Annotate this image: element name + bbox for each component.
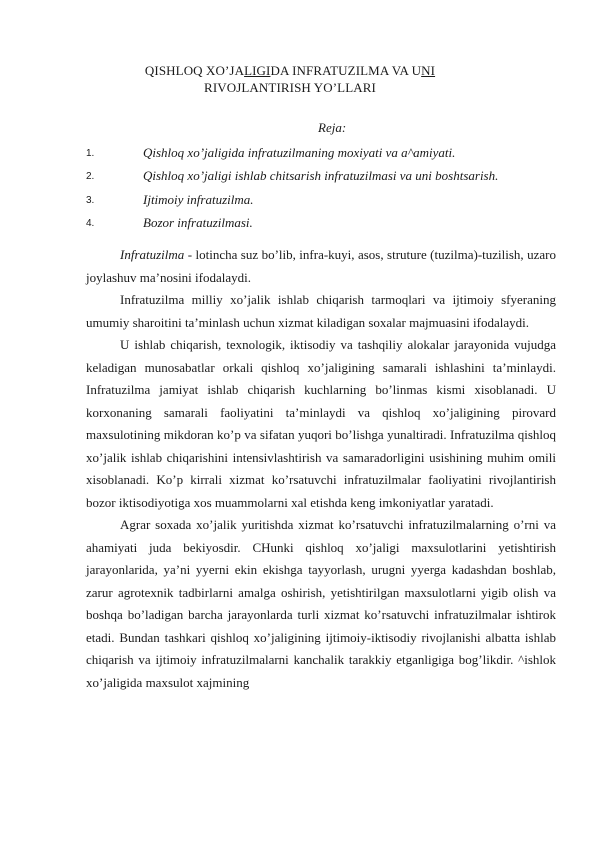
title-segment: DA INFRATUZILMA VA U	[270, 63, 422, 78]
paragraph: Infratuzilma milliy xo’jalik ishlab chiqarish tarmoqlari va ijtimoiy sfyeraning umumiy sharoitini ta’minlash uchun xizmat kiladigan soxalar majmuasini ifodalaydi.	[86, 292, 556, 330]
title-segment-underlined: LIGI	[244, 63, 271, 78]
paragraph-text: - lotincha suz bo’lib, infra-kuyi, asos, struture (tuzilma)-tuzilish, uzaro joylashuv ma’nosini ifodalaydi.	[86, 247, 556, 285]
document-title-line-1	[0, 63, 588, 79]
plan-item-number: 2.	[86, 171, 95, 182]
term-infratuzilma: Infratuzilma	[120, 247, 185, 262]
plan-item-number: 1.	[86, 148, 95, 159]
plan-item-number: 4.	[86, 218, 95, 229]
plan-item-text: Ijtimoiy infratuzilma.	[143, 192, 254, 207]
plan-item	[0, 168, 596, 186]
title-segment: QISHLOQ XO’JA	[144, 63, 245, 78]
plan-item-text: Bozor infratuzilmasi.	[143, 215, 253, 230]
document-title-line-2: RIVOJLANTIRISH YO’LLARI	[204, 80, 376, 95]
paragraph	[86, 244, 556, 289]
paragraph: Agrar soxada xo’jalik yuritishda xizmat ko’rsatuvchi infratuzilmalarning o’rni va ahamiyati juda bekiyosdir. CHunki qishloq xo’jaligi maxsulotlarini yetishtirish jarayonlarida, ya’ni yyerni ekin ekishga tayyorlash, urugni yyerga kadashdan boshlab, zarur agrotexnik tadbirlarni amalga oshirish, yetishtirilgan maxsulotlarni yigib olish va boshqa bo’ladigan barcha jarayonlarda turli xizmat ko’rsatuvchi infratuzilmalar ishtirok etadi. Bundan tashkari qishloq xo’jaligining ijtimoiy-iktisodiy rivojlanishi albatta ishlab chiqarish va ijtimoiy infratuzilmalarni kanchalik tarakkiy etganligiga bog’likdir. ^ishlok xo’jaligida maxsulot xajmining	[86, 517, 556, 690]
plan-heading: Reja:	[318, 120, 347, 135]
plan-item-text: Qishloq xo’jaligi ishlab chitsarish infratuzilmasi va uni boshtsarish.	[143, 168, 499, 183]
title-segment-underlined: NI	[421, 63, 436, 78]
plan-item	[0, 145, 596, 163]
plan-item	[0, 215, 596, 233]
body-text	[86, 244, 556, 694]
plan-item-number: 3.	[86, 195, 95, 206]
paragraph: U ishlab chiqarish, texnologik, iktisodiy va tashqiliy alokalar jarayonida vujudga keladigan munosabatlar orkali qishloq xo’jaligining samarali ishlashini ta’minlaydi. Infratuzilma jamiyat ishlab chiqarish kuchlarning bo’linmas kismi xisoblanadi. U korxonaning samarali faoliyatini ta’minlaydi va qishloq xo’jaligining pirovard maxsulotining mikdoran ko’p va sifatan yuqori bo’lishga yunaltiradi. Infratuzilma qishloq xo’jalik ishlab chiqarishini intensivlashtirish va samaradorligini usishining muhim omili xisoblanadi. Ko’p kirrali xizmat ko’rsatuvchi infratuzilmalar faoliyatini rivojlantirish bozor iktisodiyotiga xos muammolarni xal etishda keng imkoniyatlar yaratadi.	[86, 337, 556, 510]
plan-item-text: Qishloq xo’jaligida infratuzilmaning moxiyati va a^amiyati.	[143, 145, 456, 160]
plan-item	[0, 192, 596, 210]
